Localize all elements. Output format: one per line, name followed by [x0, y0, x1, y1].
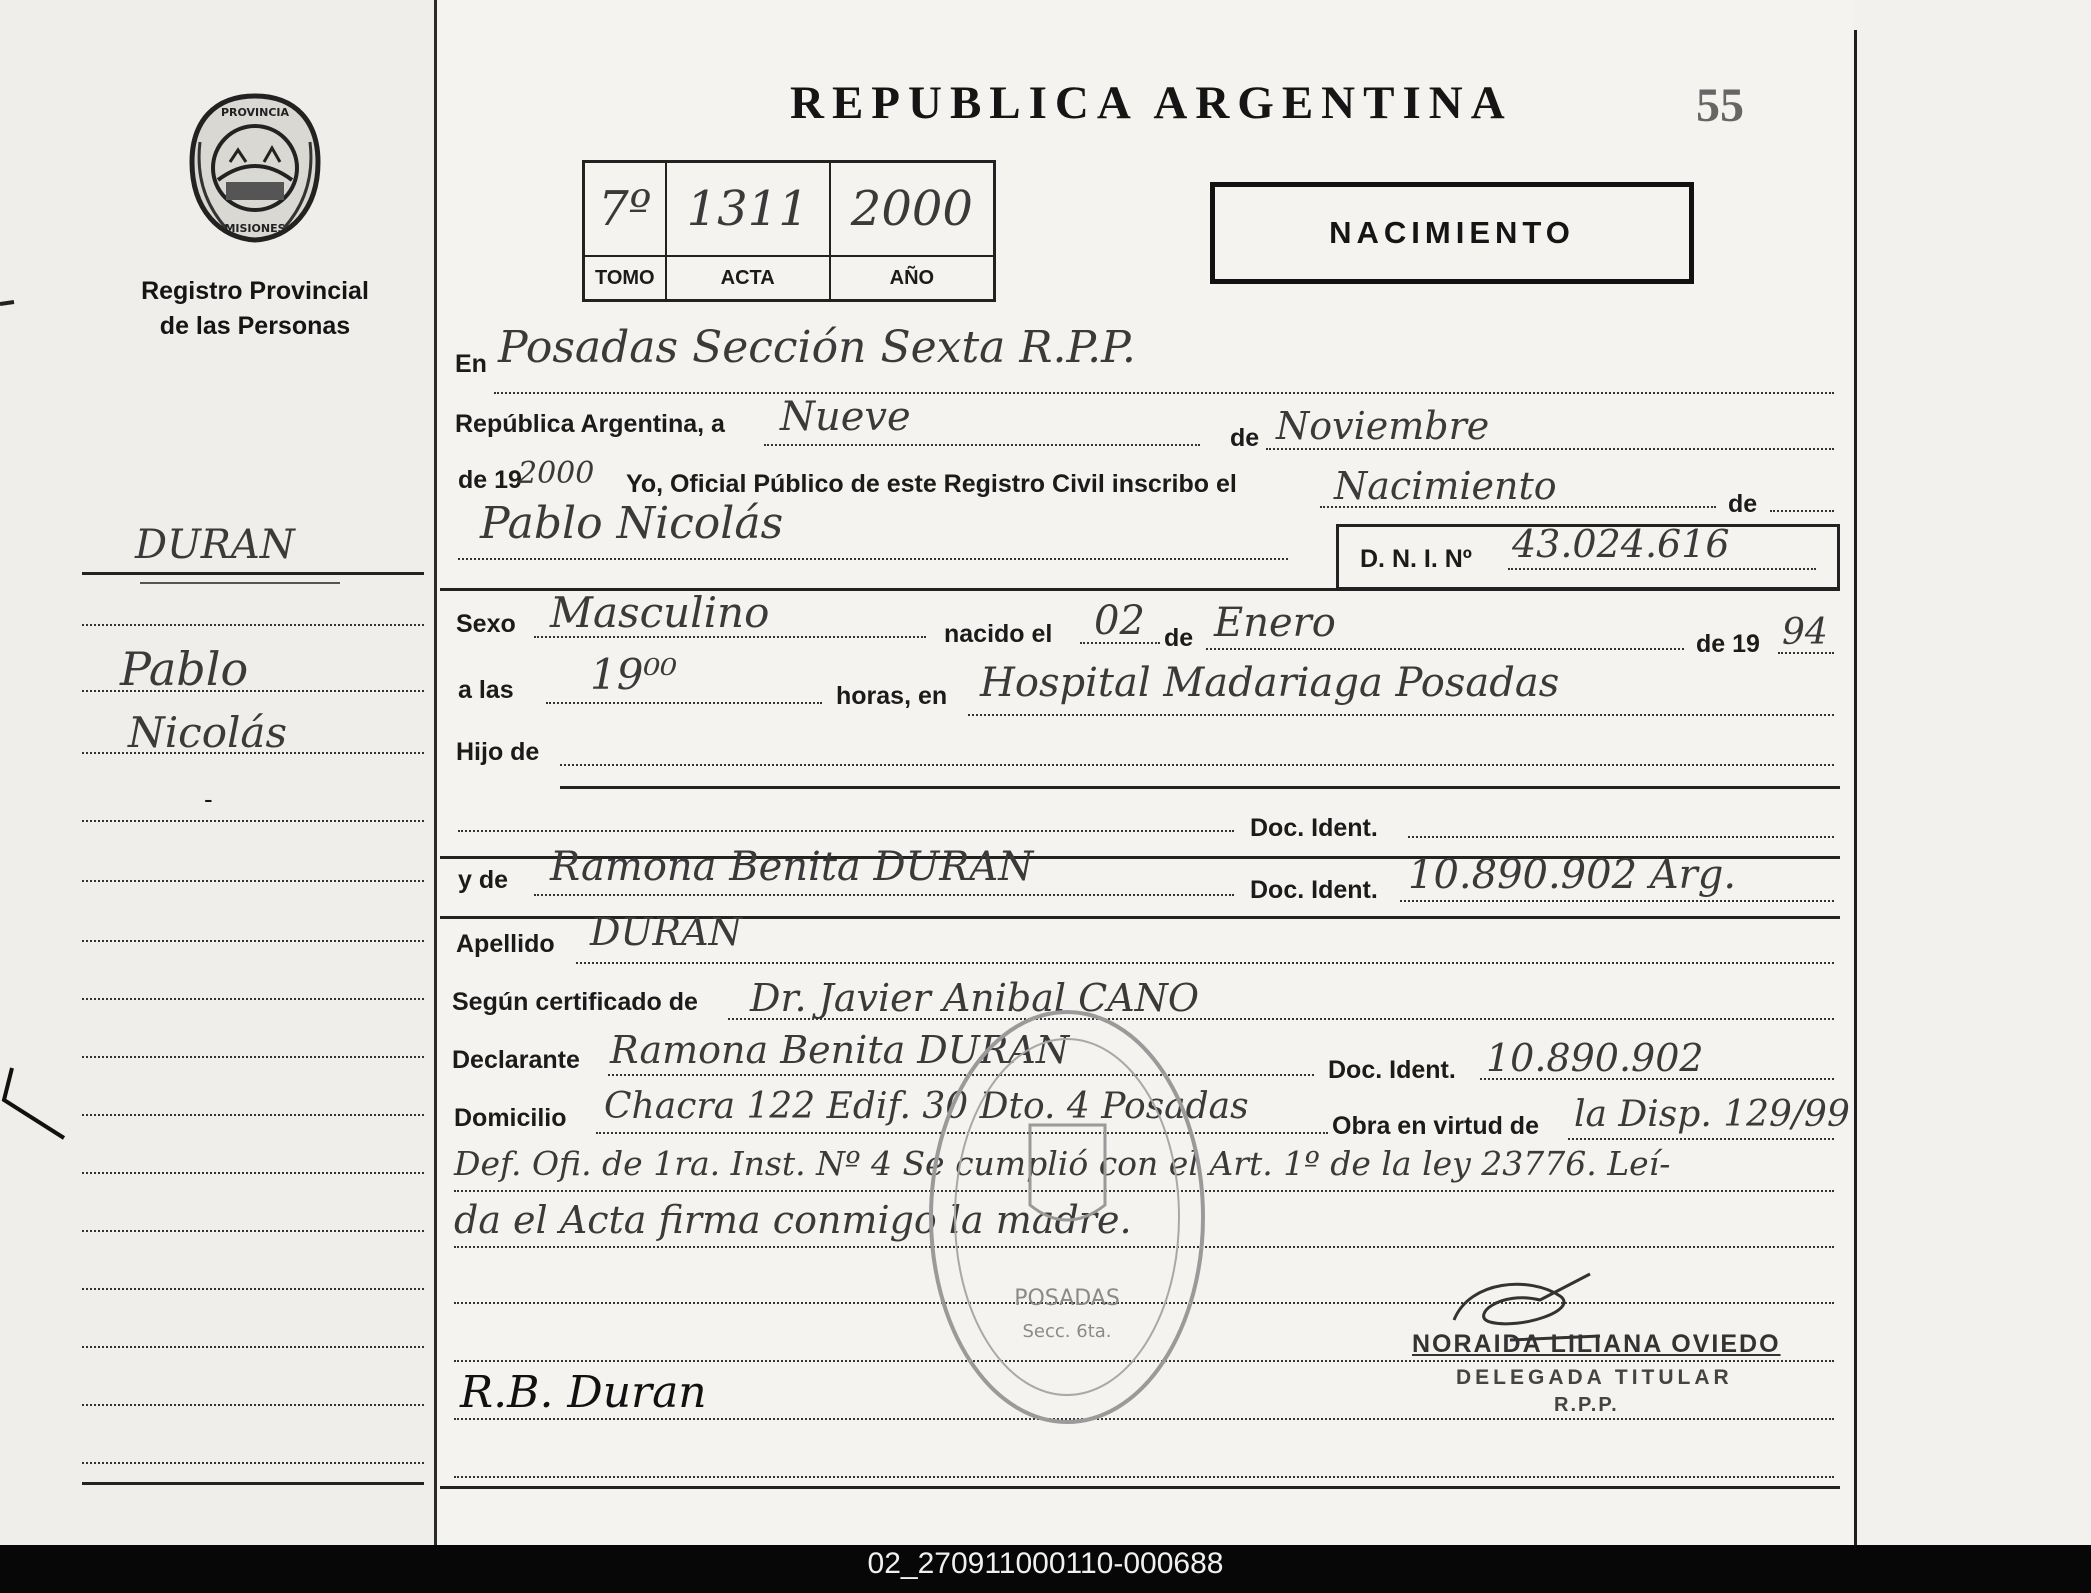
record-type-box: NACIMIENTO: [1210, 182, 1694, 284]
margin-line: [82, 940, 424, 942]
form-line: [1400, 900, 1834, 902]
declarant-value: Ramona Benita DURAN: [610, 1028, 1070, 1072]
margin-line: [82, 1404, 424, 1406]
edge-arrow-icon: [0, 1064, 70, 1144]
address-value: Chacra 122 Edif. 30 Dto. 4 Posadas: [604, 1086, 1249, 1127]
label-sexo: Sexo: [456, 610, 516, 638]
label-doc-ident-2: Doc. Ident.: [1250, 876, 1378, 904]
form-line: [764, 444, 1200, 446]
label-domicilio: Domicilio: [454, 1104, 567, 1132]
birth-month-value: Enero: [1214, 600, 1336, 646]
official-name: NORAIDA LILIANA OVIEDO: [1412, 1330, 1781, 1358]
label-de-19b: de 19: [1696, 630, 1760, 658]
provincial-seal-icon: [186, 92, 324, 244]
registrant-name-value: Pablo Nicolás: [480, 498, 784, 549]
form-line: [1508, 568, 1816, 570]
anio-value: 2000: [830, 162, 995, 257]
form-line: [454, 1476, 1834, 1478]
tomo-value: 7º: [584, 162, 666, 257]
label-hijo: Hijo de: [456, 738, 540, 766]
label-declarante: Declarante: [452, 1046, 580, 1074]
mother-doc-value: 10.890.902 Arg.: [1408, 852, 1737, 898]
form-line: [1080, 642, 1160, 644]
surname-value: DURAN: [590, 910, 742, 954]
sheet-right-edge: [1854, 30, 1857, 1545]
label-nacido: nacido el: [944, 620, 1053, 648]
mother-name-value: Ramona Benita DURAN: [550, 844, 1034, 890]
certifier-value: Dr. Javier Anibal CANO: [750, 976, 1200, 1020]
tomo-label: TOMO: [584, 256, 666, 301]
birth-day-value: 02: [1094, 598, 1145, 644]
form-line: [1568, 1138, 1834, 1140]
form-line: [1266, 448, 1834, 450]
form-line: [1480, 1078, 1834, 1080]
svg-text:POSADAS: POSADAS: [1014, 1286, 1120, 1311]
form-line: [546, 702, 822, 704]
form-line: [560, 764, 1834, 766]
label-obra-en-virtud: Obra en virtud de: [1332, 1112, 1539, 1140]
margin-line: [82, 880, 424, 882]
registry-name-line2: de las Personas: [159, 312, 351, 340]
place-value: Posadas Sección Sexta R.P.P.: [498, 322, 1136, 373]
form-line: [968, 714, 1834, 716]
label-de-3: de: [1164, 624, 1194, 652]
margin-mark: -: [204, 784, 213, 814]
margin-line: [82, 752, 424, 754]
form-line: [1408, 836, 1834, 838]
authority-value: la Disp. 129/99: [1574, 1094, 1850, 1135]
margin-rule-top: [82, 572, 424, 575]
form-line: [534, 636, 926, 638]
label-y-de: y de: [458, 866, 509, 894]
page-number: 55: [1696, 79, 1744, 132]
form-line: [458, 558, 1288, 560]
note-line-2: da el Acta firma conmigo la madre.: [454, 1198, 1132, 1242]
svg-text:R.B. Duran: R.B. Duran: [460, 1367, 707, 1418]
label-de-19: de 19: [458, 466, 522, 494]
form-line: [1320, 506, 1716, 508]
label-en: En: [455, 350, 487, 378]
form-line: [1770, 510, 1834, 512]
document-title: REPUBLICA ARGENTINA: [790, 77, 1513, 129]
margin-line: [82, 1172, 424, 1174]
margin-rule-bottom: [82, 1482, 424, 1485]
margin-line: [82, 624, 424, 626]
margin-line: [82, 820, 424, 822]
svg-text:Secc. 6ta.: Secc. 6ta.: [1022, 1321, 1112, 1342]
declarant-signature: [450, 1355, 820, 1425]
margin-given-name-1: Pablo: [120, 642, 249, 696]
declarant-doc-value: 10.890.902: [1486, 1036, 1704, 1080]
margin-line: [82, 1114, 424, 1116]
acta-label: ACTA: [666, 256, 830, 301]
svg-text:MISIONES: MISIONES: [224, 222, 286, 235]
label-a-las: a las: [458, 676, 514, 704]
form-line: [576, 962, 1834, 964]
label-horas: horas, en: [836, 682, 948, 710]
birth-hour-value: 19⁰⁰: [590, 650, 678, 699]
label-segun-certificado: Según certificado de: [452, 988, 698, 1016]
sex-value: Masculino: [550, 588, 770, 637]
svg-text:PROVINCIA: PROVINCIA: [220, 106, 290, 119]
dni-value: 43.024.616: [1512, 522, 1730, 566]
margin-line: [82, 1056, 424, 1058]
margin-surname: DURAN: [135, 522, 295, 568]
form-line: [1778, 652, 1834, 654]
record-number-table: [582, 160, 996, 302]
margin-line: [82, 690, 424, 692]
label-doc-ident-3: Doc. Ident.: [1328, 1056, 1456, 1084]
form-line: [728, 1018, 1834, 1020]
month-value: Noviembre: [1276, 404, 1490, 448]
label-de-2: de: [1728, 490, 1758, 518]
official-stamp: [925, 1005, 1210, 1430]
year-written-value: 2000: [518, 456, 595, 491]
registry-name-line1: Registro Provincial: [141, 277, 369, 305]
birth-place-value: Hospital Madariaga Posadas: [980, 660, 1560, 706]
label-de: de: [1230, 424, 1260, 452]
margin-line: [82, 1346, 424, 1348]
section-rule: [440, 1486, 1840, 1489]
birth-year-suffix-value: 94: [1782, 612, 1828, 653]
margin-line: [82, 998, 424, 1000]
official-title: DELEGADA TITULAR: [1456, 1366, 1733, 1389]
label-inscribo: Yo, Oficial Público de este Registro Civil inscribo el: [626, 470, 1237, 498]
edge-mark-icon: [0, 290, 20, 320]
section-rule: [560, 786, 1840, 789]
office-name: R.P.P.: [1554, 1394, 1619, 1416]
margin-line: [82, 1462, 424, 1464]
registry-name: [120, 274, 390, 344]
margin-given-name-2: Nicolás: [128, 708, 288, 757]
label-apellido: Apellido: [456, 930, 555, 958]
form-line: [494, 392, 1834, 394]
label-dni: D. N. I. Nº: [1360, 545, 1472, 573]
image-id: 02_270911000110-000688: [867, 1547, 1224, 1580]
margin-surname-underline: [140, 582, 340, 584]
note-line-1: Def. Ofi. de 1ra. Inst. Nº 4 Se cumplió con el Art. 1º de la ley 23776. Leí-: [454, 1144, 1671, 1183]
day-written-value: Nueve: [780, 394, 911, 440]
anio-label: AÑO: [830, 256, 995, 301]
label-doc-ident-1: Doc. Ident.: [1250, 814, 1378, 842]
form-line: [534, 894, 1234, 896]
margin-line: [82, 1230, 424, 1232]
margin-line: [82, 1288, 424, 1290]
acta-value: 1311: [666, 162, 830, 257]
act-type-value: Nacimiento: [1334, 464, 1557, 508]
form-line: [1206, 648, 1684, 650]
form-line: [458, 830, 1234, 832]
label-republica: República Argentina, a: [455, 410, 725, 438]
